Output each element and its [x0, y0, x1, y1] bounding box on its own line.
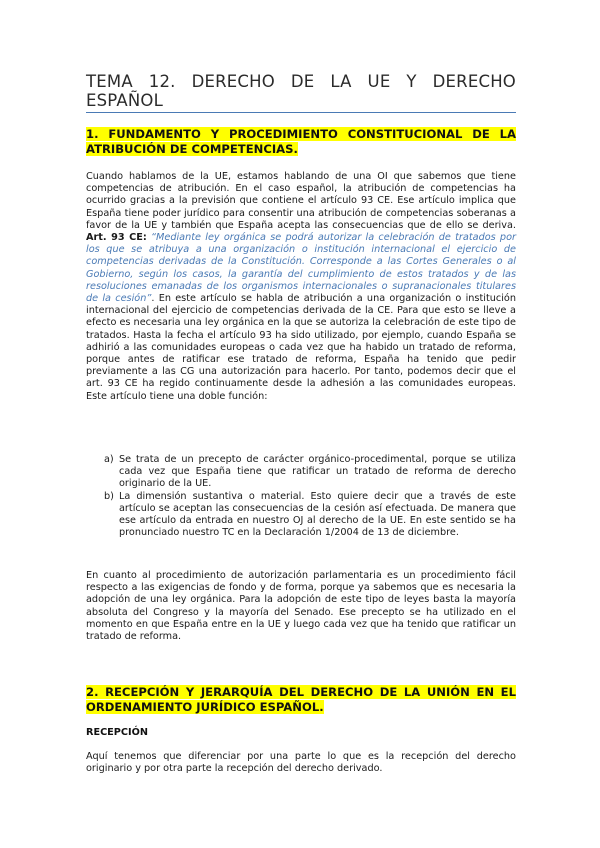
- function-list: [86, 454, 516, 539]
- section-2-paragraph-1: Aquí tenemos que diferenciar por una parte lo que es la recepción del derecho originario y por otra parte la recepción del derecho derivado.: [86, 751, 516, 775]
- section-1-paragraph-1-text: Cuando hablamos de la UE, estamos hablando de una OI que sabemos que tiene competencias de atribución. En el caso español, la atribución de competencias ha ocurrido gracias a la previsión que contiene el artículo 93 CE. Ese artículo implica que España tiene poder jurídico para consentir una atribución de competencias soberanas a favor de la UE y también que España acepta las consecuencias que de ello se deriva.: [86, 171, 516, 231]
- section-1-paragraph-1-tail: . En este artículo se habla de atribución a una organización o institución internacional del ejercicio de competencias derivada de la CE. Para que esto se lleve a efecto es necesaria una ley orgánica en la que se autoriza la celebración de este tipo de tratados. Hasta la fecha el artículo 93 ha sido utilizado, por ejemplo, cuando España se adhirió a las comunidades europeas o cada vez que ha habido un tratado de reforma, porque antes de ratificar ese tratado de reforma, España ha tenido que pedir previamente a las CG una autorización para hacerlo. Por tanto, podemos decir que el art. 93 CE ha regido continuamente desde la adhesión a las comunidades europeas. Este artículo tiene una doble función:: [86, 293, 516, 402]
- list-item-text: La dimensión sustantiva o material. Esto quiere decir que a través de este artículo se aceptan las consecuencias de la cesión así efectuada. De manera que ese artículo da entrada en nuestro OJ al derecho de la UE. En este sentido se ha pronunciado nuestro TC en la Declaración 1/2004 de 13 de diciembre.: [119, 490, 516, 539]
- article-reference-colon: :: [142, 232, 147, 244]
- document-title: TEMA 12. DERECHO DE LA UE Y DERECHO ESPAÑOL: [86, 72, 516, 110]
- section-1-paragraph-2: En cuanto al procedimiento de autorización parlamentaria es un procedimiento fácil respecto a las exigencias de fondo y de forma, porque ya sabemos que es necesaria la adopción de una ley orgánica. Para la adopción de este tipo de leyes basta la mayoría absoluta del Congreso y la mayoría del Senado. Ese precepto se ha utilizado en el momento en que España entre en la UE y luego cada vez que ha tenido que ratificar un tratado de reforma.: [86, 570, 516, 643]
- list-item-marker: b): [104, 490, 114, 502]
- section-2-heading: [86, 685, 516, 714]
- section-1-heading: [86, 127, 516, 156]
- reception-subheading: RECEPCIÓN: [86, 727, 148, 738]
- list-item: [86, 491, 516, 540]
- list-item-marker: a): [104, 454, 114, 465]
- article-reference: Art. 93 CE: [86, 232, 143, 244]
- article-93-quote: “Mediante ley orgánica se podrá autorizar la celebración de tratados por los que se atribuya a una organización o institución internacional el ejercicio de competencias derivadas de la Constitución. Corresponde a las Cortes Generales o al Gobierno, según los casos, la garantía del cumplimiento de estos tratados y de las resoluciones emanadas de los organismos internacionales o supranacionales titulares de la cesión”: [86, 232, 516, 305]
- section-2-heading-text: 2. RECEPCIÓN Y JERARQUÍA DEL DERECHO DE LA UNIÓN EN EL ORDENAMIENTO JURÍDICO ESPAÑOL.: [86, 685, 516, 714]
- section-1-heading-text: 1. FUNDAMENTO Y PROCEDIMIENTO CONSTITUCIONAL DE LA ATRIBUCIÓN DE COMPETENCIAS.: [86, 127, 516, 156]
- list-item-text: Se trata de un precepto de carácter orgánico-procedimental, porque se utiliza cada vez que España tiene que ratificar un tratado de reforma de derecho originario de la UE.: [119, 454, 516, 490]
- list-item: [86, 454, 516, 491]
- section-1-paragraph-1: [86, 171, 516, 403]
- title-underline: [86, 112, 516, 113]
